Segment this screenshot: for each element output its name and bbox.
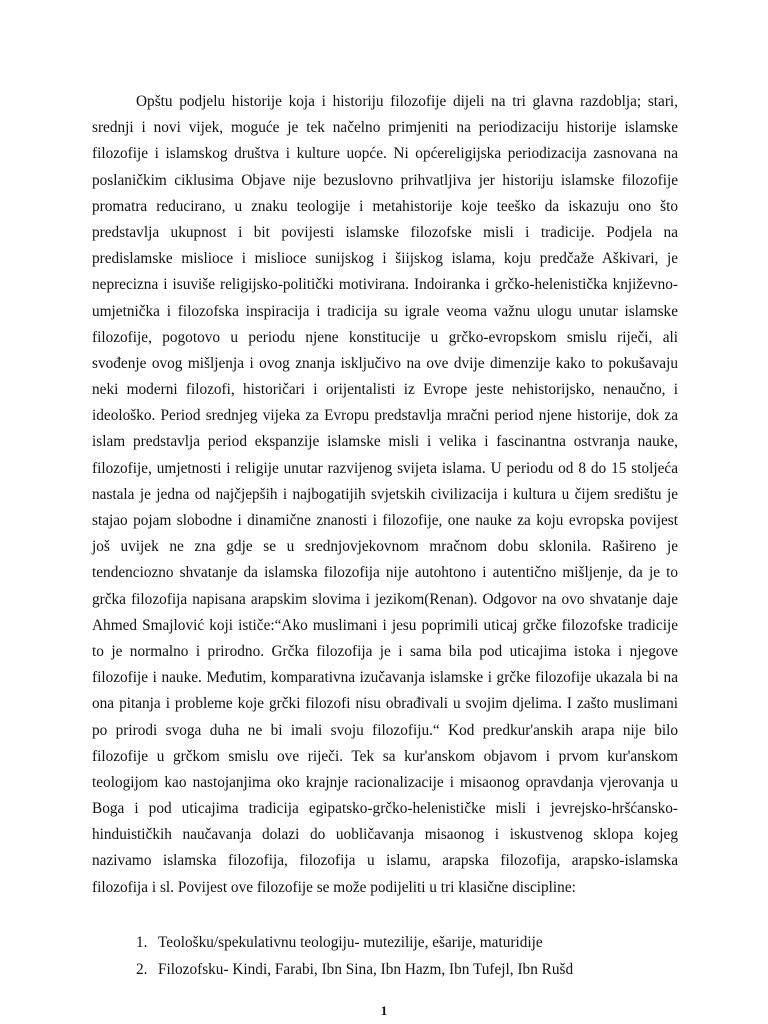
paragraph-line: filozofije i islamskog društva i kulture uopće. Ni općereligijska periodizacija zasnovana na <box>92 145 678 163</box>
paragraph-line: ona pitanja i probleme koje grčki filozofi nisu obrađivali u svojim djelima. I zašto muslimani <box>92 695 678 713</box>
list-item-number: 1. <box>136 934 148 951</box>
paragraph-line: ideološko. Period srednjeg vijeka za Evropu predstavlja mračni period njene historije, dok za <box>92 407 678 425</box>
list-item <box>92 956 678 983</box>
paragraph-line: teologijom kao nastojanjima oko krajnje racionalizacije i misaonog opravdanja vjerovanja u <box>92 773 678 791</box>
paragraph-line: Opštu podjelu historije koja i historiju filozofije dijeli na tri glavna razdoblja; stari, <box>136 93 678 110</box>
paragraph-line: filozofije, umjetnosti i religije unutar razvijenog svijeta islama. U periodu od 8 do 15 stoljeća <box>92 459 678 477</box>
paragraph-line: predstavlja ukupnost i bit povijesti islamske filozofske misli i tradicije. Podjela na <box>92 223 678 241</box>
paragraph-line: srednji i novi vijek, moguće je tek načelno primjeniti na periodizaciju historije islamske <box>92 119 678 137</box>
paragraph-line: islam predstavlja period ekspanzije islamske misli i velika i fascinantna ostvranja nauke, <box>92 433 678 451</box>
paragraph-line: promatra reducirano, u znaku teologije i metahistorije koje teeško da iskazuju ono što <box>92 197 678 215</box>
paragraph-line: Ahmed Smajlović koji ističe:“Ako muslimani i jesu poprimili uticaj grčke filozofske tradicije <box>92 616 678 634</box>
page-number: 1 <box>380 1003 388 1018</box>
paragraph-line: neki moderni filozofi, historičari i orijentalisti iz Evrope jeste nehistorijsko, nenaučno, i <box>92 381 678 399</box>
paragraph-line: još uvijek ne zna gdje se u srednjovjekovnom mračnom dobu sklonila. Rašireno je <box>92 538 678 556</box>
paragraph-line: filozofija i sl. Povijest ove filozofije se može podijeliti u tri klasične discipline: <box>92 878 576 896</box>
paragraph-line: hinduističkih naučavanja dolazi do uobličavanja misaonog i iskustvenog sklopa kojeg <box>92 826 678 844</box>
list-item <box>92 929 678 956</box>
list-item-text: Teološku/spekulativnu teologiju- mutezilije, ešarije, maturidije <box>158 934 543 951</box>
paragraph-line: neprecizna i isuviše religijsko-politički motivirana. Indoiranka i grčko-helenistička književno- <box>92 276 678 294</box>
paragraph-line: nazivamo islamska filozofija, filozofija u islamu, arapska filozofija, arapsko-islamska <box>92 852 678 870</box>
numbered-list <box>92 929 678 983</box>
paragraph-line: nastala je jedna od najčjepših i najbogatijih svjetskih civilizacija i kultura u čijem središtu je <box>92 485 678 503</box>
list-item-number: 2. <box>136 961 148 978</box>
paragraph-line: stajao pojam slobodne i dinamične znanosti i filozofije, one nauke za koju evropska povijest <box>92 512 678 529</box>
paragraph-line: filozofije u grčkom smislu ove riječi. Tek sa kur'anskom objavom i prvom kur'anskom <box>92 747 678 765</box>
body-paragraph <box>92 89 678 901</box>
paragraph-line: filozofije, pogotovo u periodu njene konstitucije u grčko-evropskom smislu riječi, ali <box>92 328 678 346</box>
paragraph-line: tendenciozno shvatanje da islamska filozofija nije autohtono i autentično mišljenje, da je to <box>92 564 678 582</box>
list-item-text: Filozofsku- Kindi, Farabi, Ibn Sina, Ibn Hazm, Ibn Tufejl, Ibn Rušd <box>158 961 574 978</box>
paragraph-line: umjetnička i filozofska inspiracija i tradicija su igrale veoma važnu ulogu unutar islamske <box>92 302 678 320</box>
paragraph-line: Boga i pod uticajima tradicija egipatsko-grčko-helenističke misli i jevrejsko-hršćansko- <box>92 800 678 818</box>
paragraph-line: svođenje ovog mišljenja i ovog znanja isključivo na ove dvije dimenzije kako to pokušavaju <box>92 354 678 372</box>
paragraph-line: to je normalno i prirodno. Grčka filozofija je i sama bila pod uticajima istoka i njegove <box>92 642 678 660</box>
paragraph-line: filozofije i nauke. Međutim, komparativna izučavanja islamske i grčke filozofije ukazala bi na <box>92 669 678 687</box>
paragraph-line: predislamske mislioce i mislioce sunijskog i šiijskog islama, koju predčaže Aškivari, je <box>92 250 678 268</box>
paragraph-line: poslaničkim ciklusima Objave nije bezuslovno prihvatljiva jer historiju islamske filozofije <box>92 171 678 189</box>
paragraph-line: po prirodi svoga duha ne bi imali svoju filozofiju.“ Kod predkur'anskih arapa nije bilo <box>92 721 678 739</box>
paragraph-line: grčka filozofija napisana arapskim slovima i jezikom(Renan). Odgovor na ovo shvatanje daje <box>92 590 678 608</box>
